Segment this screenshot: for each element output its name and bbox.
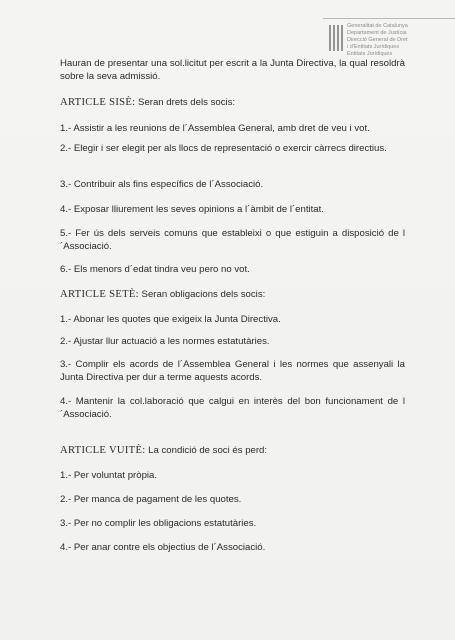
article-7-item: 3.- Complir els acords de l´Assemblea General i les normes que assenyali la Junta Directiva per dur a terme aquests acords.	[60, 359, 405, 383]
stamp-line: Generalitat de Catalunya	[347, 23, 408, 29]
intro-paragraph: Hauran de presentar una sol.licitut per escrit a la Junta Directiva, la qual resoldrà sobre la seva admissió.	[60, 58, 405, 82]
article-7-intro: Seran obligacions dels socis:	[138, 289, 266, 300]
article-8-heading	[60, 445, 405, 458]
article-6-item: 4.- Exposar lliurement les seves opinions a l´àmbit de l´entitat.	[60, 204, 324, 215]
article-6-heading	[60, 97, 405, 110]
article-8-item: 3.- Per no complir les obligacions estatutàries.	[60, 518, 257, 529]
article-6-item: 1.- Assistir a les reunions de l´Assemblea General, amb dret de veu i vot.	[60, 123, 370, 134]
stamp-line: Entitats Jurídiques	[347, 51, 393, 57]
article-8-item: 4.- Per anar contre els objectius de l´Associació.	[60, 542, 266, 553]
article-6-item: 3.- Contribuir als fins específics de l´Associació.	[60, 179, 264, 190]
article-7-item: 1.- Abonar les quotes que exigeix la Junta Directiva.	[60, 314, 281, 325]
article-6-intro: Seran drets dels socis:	[135, 97, 236, 108]
article-6-item: 6.- Els menors d´edat tindra veu pero no vot.	[60, 264, 250, 275]
stamp-line: Departament de Justícia	[347, 30, 407, 36]
article-8-intro: La condició de soci és perd:	[145, 445, 268, 456]
article-8-item: 1.- Per voluntat pròpia.	[60, 470, 158, 481]
article-6-item: 5.- Fer ús dels serveis comuns que estableixi o que estiguin a disposició de l´Associació.	[60, 228, 405, 252]
article-8-item: 2.- Per manca de pagament de les quotes.	[60, 494, 242, 505]
article-8-title: ARTICLE VUITÈ:	[60, 445, 146, 456]
article-7-item: 4.- Mantenir la col.laboració que calgui en interès del bon funcionament de l´Associació.	[60, 396, 405, 420]
article-7-title: ARTICLE SETÈ:	[60, 289, 139, 300]
stamp-line: Direcció General de Dret	[347, 37, 408, 43]
article-6-item: 2.- Elegir i ser elegit per als llocs de representació o exercir càrrecs directius.	[60, 143, 387, 154]
article-6-title: ARTICLE SISÈ:	[60, 97, 136, 108]
article-7-heading	[60, 289, 405, 302]
article-7-item: 2.- Ajustar llur actuació a les normes estatutàries.	[60, 336, 270, 347]
stamp-line: i d'Entitats Jurídiques	[347, 44, 400, 50]
generalitat-emblem-icon	[329, 25, 343, 51]
